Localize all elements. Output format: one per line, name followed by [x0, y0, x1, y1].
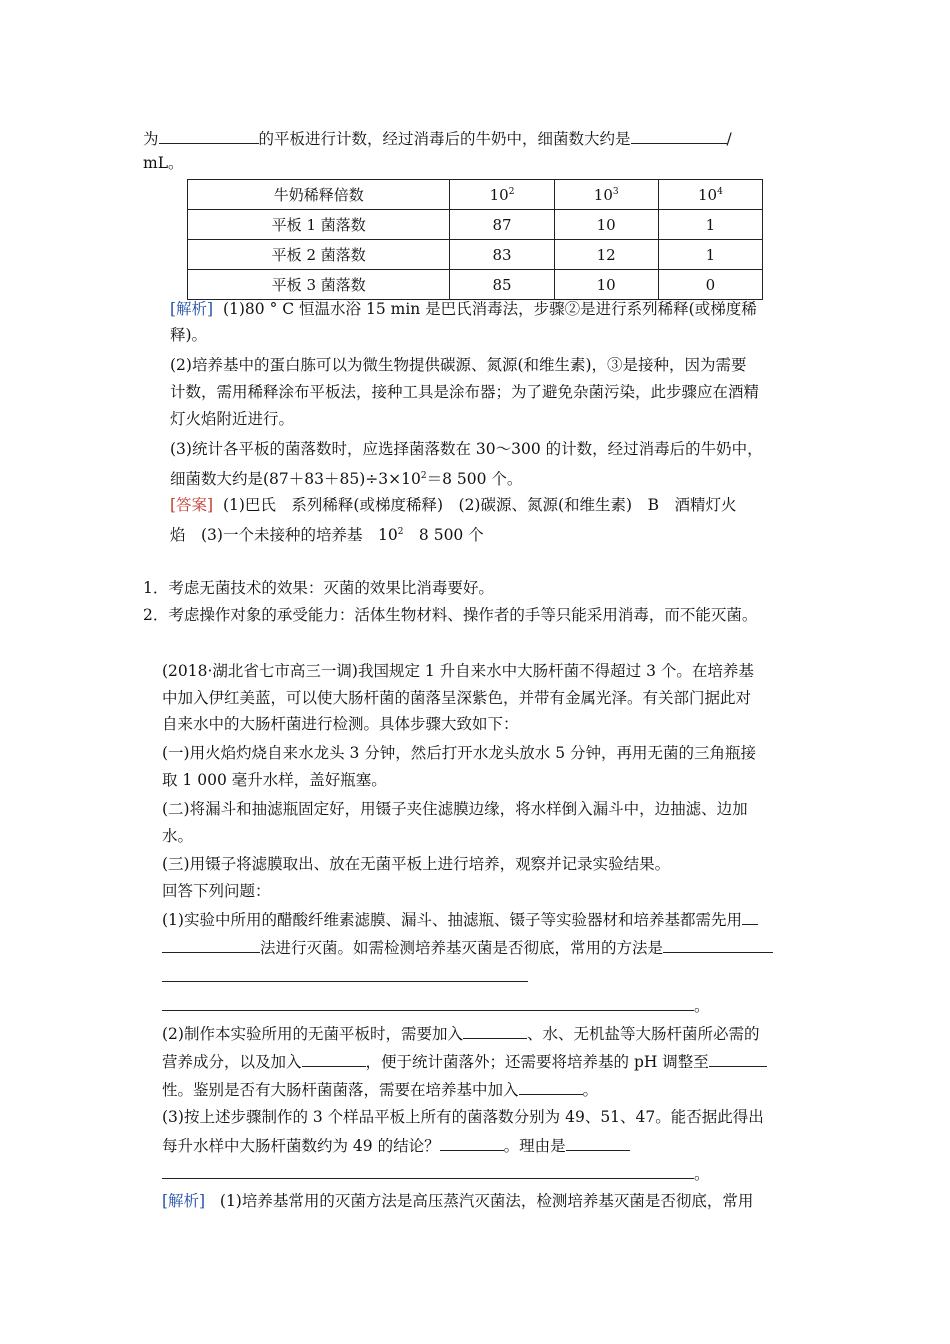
answer-blank[interactable]: [519, 1078, 583, 1095]
text: 8 500 个: [403, 526, 484, 544]
table-row: [188, 270, 763, 300]
answer-blank[interactable]: [159, 127, 259, 144]
text: 营养成分，以及加入: [162, 1053, 302, 1071]
answer-blank[interactable]: [162, 994, 694, 1011]
table-header-row: [188, 180, 763, 210]
answer-tag: [答案]: [170, 496, 214, 514]
table-header-cell: $10^3$: [554, 180, 658, 210]
table-cell: 0: [658, 270, 762, 300]
text: 每升水样中大肠杆菌数约为 49 的结论？: [162, 1137, 440, 1155]
text: (1)80 ° C 恒温水浴 15 min 是巴氏消毒法，步骤②是进行系列稀释(或梯度稀: [222, 300, 757, 318]
answer-line: [170, 521, 484, 546]
sub-question-3-line-2: [162, 1134, 630, 1157]
table-cell: 1: [658, 210, 762, 240]
analysis-line: 灯火焰附近进行。: [170, 410, 295, 428]
question-paragraph: 中加入伊红美蓝，可以使大肠杆菌的菌落呈深紫色，并带有金属光泽。有关部门据此对: [162, 689, 752, 707]
analysis-line: 计数，需用稀释涂布平板法，接种工具是涂布器；为了避免杂菌污染，此步骤应在酒精: [170, 383, 760, 401]
question-step: 取 1 000 毫升水样，盖好瓶塞。: [162, 771, 387, 789]
sub-question-2: [162, 1022, 759, 1045]
analysis-line: (3)统计各平板的菌落数时，应选择菌落数在 30～300 的计数，经过消毒后的牛奶中，: [170, 440, 763, 458]
table-cell: 平板 1 菌落数: [188, 210, 450, 240]
sub-question-2-line-2: [162, 1050, 767, 1073]
question-step: (一)用火焰灼烧自来水龙头 3 分钟，然后打开水龙头放水 5 分钟，再用无菌的三角瓶接: [162, 744, 757, 762]
sub-question-3-line-3: [162, 1162, 710, 1185]
sub-question-1-line-2: [162, 936, 773, 959]
answer-blank[interactable]: [663, 936, 773, 953]
question-prompt: 回答下列问题：: [162, 882, 271, 900]
table-cell: 平板 3 菌落数: [188, 270, 450, 300]
colony-count-table: [187, 179, 763, 300]
analysis-line: (2)培养基中的蛋白胨可以为微生物提供碳源、氮源(和维生素)，③是接种，因为需要: [170, 356, 747, 374]
table-cell: 83: [450, 240, 554, 270]
analysis-line: [170, 465, 522, 490]
table-cell: 1: [658, 240, 762, 270]
question-step: 水。: [162, 827, 194, 845]
table-cell: 85: [450, 270, 554, 300]
sub-question-1-line-4: [162, 994, 710, 1017]
text: ，便于统计菌落外；还需要将培养基的 pH 调整至: [365, 1053, 709, 1071]
sub-question-1: [162, 908, 758, 931]
answer-blank[interactable]: [162, 965, 528, 982]
table-header-cell: $10^4$: [658, 180, 762, 210]
text: 的平板进行计数，经过消毒后的牛奶中，细菌数大约是: [258, 130, 631, 148]
analysis-line: [162, 1190, 753, 1212]
question-line-2: mL。: [143, 154, 184, 172]
question-step: (二)将漏斗和抽滤瓶固定好，用镊子夹住滤膜边缘，将水样倒入漏斗中，边抽滤、边加: [162, 800, 748, 818]
answer-blank[interactable]: [566, 1134, 630, 1151]
analysis-line: [170, 298, 757, 320]
table-header-cell: 牛奶稀释倍数: [188, 180, 450, 210]
text: (1)培养基常用的灭菌方法是高压蒸汽灭菌法，检测培养基灭菌是否彻底，常用: [219, 1192, 754, 1210]
text: 。理由是: [503, 1137, 566, 1155]
question-paragraph: (2018·湖北省七市高三一调)我国规定 1 升自来水中大肠杆菌不得超过 3 个。在培养基: [162, 662, 754, 680]
text: (2)制作本实验所用的无菌平板时，需要加入: [162, 1025, 463, 1043]
answer-blank[interactable]: [162, 1162, 694, 1179]
text: (1)实验中所用的醋酸纤维素滤膜、漏斗、抽滤瓶、镊子等实验器材和培养基都需先用: [162, 911, 742, 929]
text: 法进行灭菌。如需检测培养基灭菌是否彻底，常用的方法是: [260, 939, 664, 957]
exponent: 2: [397, 527, 404, 537]
question-line-1: [143, 127, 732, 150]
answer-blank[interactable]: [631, 127, 727, 144]
text: 。: [694, 997, 710, 1015]
table-cell: 12: [554, 240, 658, 270]
answer-blank[interactable]: [162, 936, 260, 953]
table-cell: 平板 2 菌落数: [188, 240, 450, 270]
answer-blank[interactable]: [302, 1050, 366, 1067]
table-cell: 10: [554, 270, 658, 300]
answer-blank[interactable]: [440, 1134, 504, 1151]
text: (1)巴氏 系列稀释(或梯度稀释) (2)碳源、氮源(和维生素) B 酒精灯火: [222, 496, 737, 514]
answer-blank[interactable]: [463, 1022, 527, 1039]
table-cell: 87: [450, 210, 554, 240]
note-item: 2．考虑操作对象的承受能力：活体生物材料、操作者的手等只能采用消毒，而不能灭菌。: [143, 606, 758, 624]
sub-question-1-line-3: [162, 965, 528, 988]
analysis-tag: [解析]: [170, 300, 214, 318]
text: 为: [143, 130, 159, 148]
answer-blank[interactable]: [709, 1050, 767, 1067]
table-cell: 10: [554, 210, 658, 240]
text: /: [726, 130, 732, 148]
text: 焰 (3)一个未接种的培养基 10: [170, 526, 398, 544]
text: 。: [694, 1165, 710, 1183]
answer-blank[interactable]: [742, 908, 758, 925]
text: ＝8 500 个。: [426, 470, 523, 488]
text: 细菌数大约是(87＋83＋85)÷3×10: [170, 470, 421, 488]
analysis-tag: [解析]: [162, 1192, 206, 1210]
sub-question-3: (3)按上述步骤制作的 3 个样品平板上所有的菌落数分别为 49、51、47。能否据此得出: [162, 1108, 764, 1126]
text: 性。鉴别是否有大肠杆菌菌落，需要在培养基中加入: [162, 1081, 519, 1099]
text: 。: [582, 1081, 599, 1099]
table-header-cell: $10^2$: [450, 180, 554, 210]
exponent: 2: [420, 471, 427, 481]
question-step: (三)用镊子将滤膜取出、放在无菌平板上进行培养，观察并记录实验结果。: [162, 855, 671, 873]
text: 、水、无机盐等大肠杆菌所必需的: [526, 1025, 760, 1043]
table-row: [188, 240, 763, 270]
question-paragraph: 自来水中的大肠杆菌进行检测。具体步骤大致如下：: [162, 715, 519, 733]
analysis-line: 释)。: [170, 326, 208, 344]
table-row: [188, 210, 763, 240]
note-item: 1．考虑无菌技术的效果：灭菌的效果比消毒要好。: [143, 579, 494, 597]
answer-line: [170, 494, 736, 516]
sub-question-2-line-3: [162, 1078, 598, 1101]
